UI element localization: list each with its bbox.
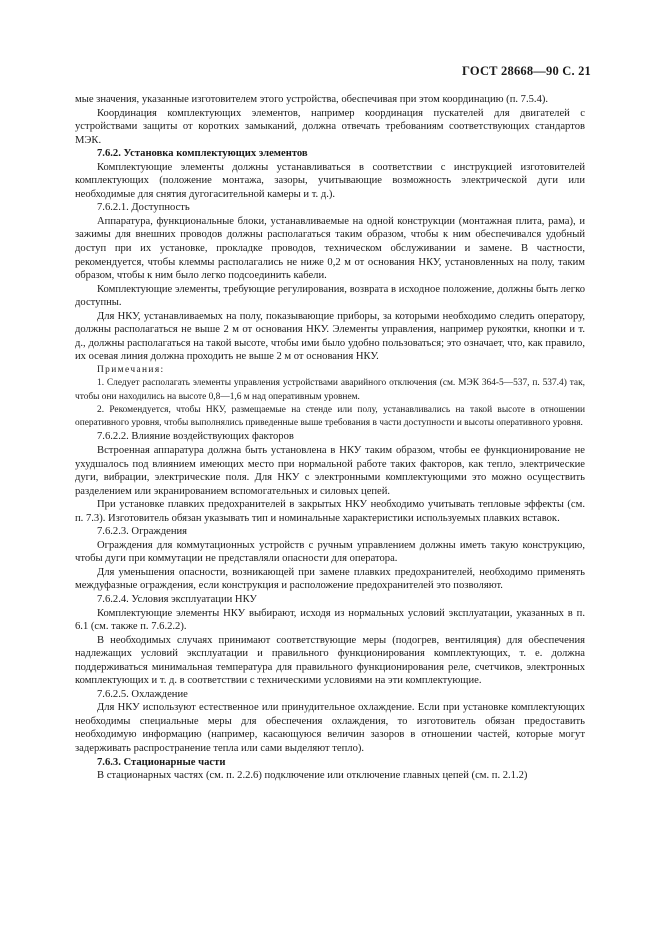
paragraph: При установке плавких предохранителей в закрытых НКУ необходимо учитывать тепловые эффекты (см. п. 7.3). Изготовитель обязан указывать тип и номинальные характеристики используемых плавких вставок. xyxy=(75,499,585,524)
paragraph: Комплектующие элементы НКУ выбирают, исходя из нормальных условий эксплуатации, указанных в п. 6.1 (см. также п. 7.6.2.2). xyxy=(75,607,585,633)
paragraph: Аппаратура, функциональные блоки, устанавливаемые на одной конструкции (монтажная плита, рама), и зажимы для внешних проводов должны располагаться таким образом, чтобы к ним обеспечивался удобный доступ при их установке, прокладке проводов, техническом обслуживании и замене. В частности, рекомендуется, чтобы клеммы располагались не ниже 0,2 м от основания НКУ, установленных на полу, таким образом, чтобы к ним было легко подсоединить кабели. xyxy=(75,215,585,282)
notes-heading: Примечания: xyxy=(97,364,165,375)
paragraph: В необходимых случаях принимают соответствующие меры (подогрев, вентиляция) для обеспечения надлежащих условий эксплуатации и правильного функционирования комплектующих, т. е. должна поддерживаться минимальная температура для правильного функционирования реле, счетчиков, электронных комплектующих и т. д. в соответствии с техническими условиями на эти комплектующие. xyxy=(75,634,585,687)
subsection-heading: 7.6.2.3. Ограждения xyxy=(97,526,188,538)
note-item: 2. Рекомендуется, чтобы НКУ, размещаемые на стенде или полу, устанавливались на такой высоте в отношении оперативного уровня, чтобы выполнялись приведенные выше требования в части доступности и высоты оперативного уровня. xyxy=(75,404,585,429)
page-body xyxy=(75,93,585,783)
page-header: ГОСТ 28668—90 С. 21 xyxy=(462,64,591,78)
paragraph: Для НКУ используют естественное или принудительное охлаждение. Если при установке комплектующих необходимы специальные меры для обеспечения охлаждения, то изготовитель обязан предоставить необходимую информацию (например, касающуюся величин зазоров в отношении частей, которые могут задерживать распространение тепла или сами выделяют тепло). xyxy=(75,702,585,754)
section-heading: 7.6.2. Установка комплектующих элементов xyxy=(97,148,308,160)
section-heading: 7.6.3. Стационарные части xyxy=(97,756,226,768)
paragraph: мые значения, указанные изготовителем этого устройства, обеспечивая при этом координацию (п. 7.5.4). xyxy=(75,94,549,105)
subsection-heading: 7.6.2.5. Охлаждение xyxy=(97,688,188,700)
note-item: 1. Следует располагать элементы управления устройствами аварийного отключения (см. МЭК 364-5—537, п. 537.4) так, чтобы они находились на высоте 0,8—1,6 м над оперативным уровнем. xyxy=(75,378,585,402)
paragraph: Для уменьшения опасности, возникающей при замене плавких предохранителей, необходимо применять междуфазные ограждения, если конструкция и расположение предохранителей это позволяют. xyxy=(75,566,585,592)
paragraph: Встроенная аппаратура должна быть установлена в НКУ таким образом, чтобы ее функционирование не ухудшалось под влиянием имеющих место при нормальной работе таких факторов, как тепло, электрические дуги, вибрации, электрические поля. Для НКУ с электронными комплектующими это можно осуществить разделением или экранированием вспомогательных и силовых цепей. xyxy=(75,444,585,497)
paragraph: Комплектующие элементы, требующие регулирования, возврата в исходное положение, должны быть легко доступны. xyxy=(75,283,585,309)
paragraph: Комплектующие элементы должны устанавливаться в соответствии с инструкцией изготовителей комплектующих (положение монтажа, зазоры, учитывающие возможность электрической дуги или необходимые для снятия дугогасительной камеры и т. д.). xyxy=(75,161,585,200)
paragraph: В стационарных частях (см. п. 2.2.6) подключение или отключение главных цепей (см. п. 2.1.2) xyxy=(97,770,528,782)
subsection-heading: 7.6.2.4. Условия эксплуатации НКУ xyxy=(97,593,257,605)
paragraph: Координация комплектующих элементов, например координация пускателей для двигателей с устройствами защиты от коротких замыканий, должна отвечать требованиям соответствующих стандартов МЭК. xyxy=(75,107,585,146)
subsection-heading: 7.6.2.1. Доступность xyxy=(97,202,190,214)
paragraph: Для НКУ, устанавливаемых на полу, показывающие приборы, за которыми необходимо следить оператору, должны располагаться не выше 2 м от основания НКУ. Элементы управления, например рукоятки, кнопки и т. д., должны располагаться на такой высоте, чтобы ими было удобно пользоваться; это означает, что, как правило, их осевая линия должна проходить не выше 2 м от основания НКУ. xyxy=(75,310,585,363)
subsection-heading: 7.6.2.2. Влияние воздействующих факторов xyxy=(97,431,294,443)
paragraph: Ограждения для коммутационных устройств с ручным управлением должны иметь такую конструкцию, чтобы дуги при коммутации не представляли опасности для оператора. xyxy=(75,539,585,565)
